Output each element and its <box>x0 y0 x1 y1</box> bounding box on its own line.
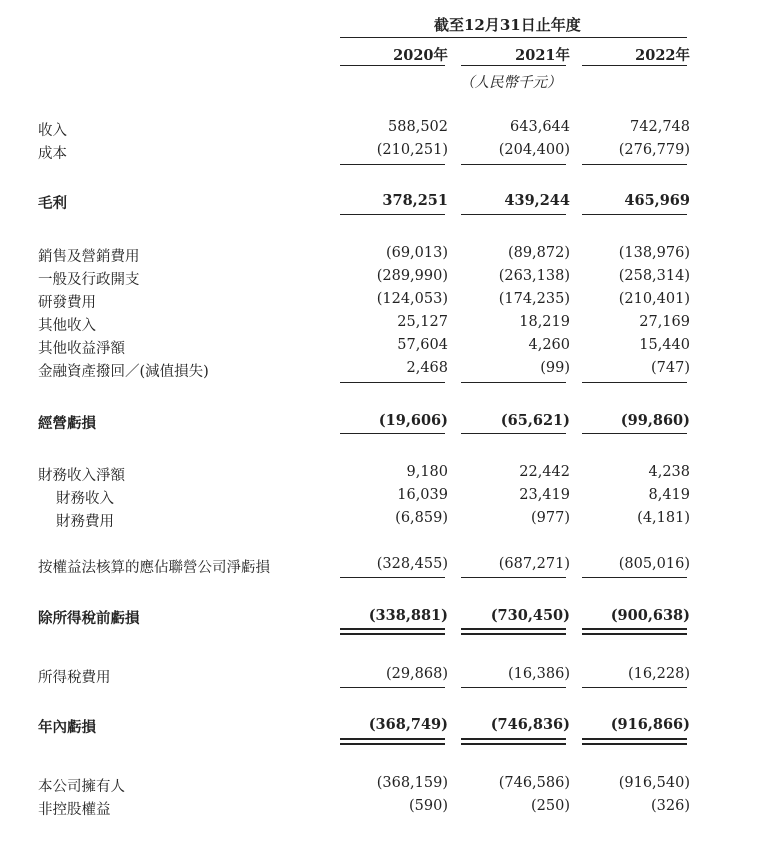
cell: (263,138) <box>498 268 570 284</box>
cell: (687,271) <box>498 556 570 572</box>
cell: (258,314) <box>618 268 690 284</box>
cell: 378,251 <box>382 192 448 209</box>
cell: (747) <box>651 360 690 376</box>
cell: (977) <box>531 510 570 526</box>
cell: 439,244 <box>504 192 570 209</box>
subtotal-rule <box>461 577 566 578</box>
cell: (916,866) <box>610 716 690 733</box>
cell: (326) <box>651 798 690 814</box>
row-label-loss-for-year: 年內虧損 <box>38 719 96 736</box>
subtotal-rule <box>340 382 445 383</box>
cell: 27,169 <box>639 314 690 330</box>
subtotal-rule <box>582 382 687 383</box>
double-rule <box>461 738 566 740</box>
double-rule <box>582 633 687 635</box>
cell: (89,872) <box>507 245 570 261</box>
row-label-owners: 本公司擁有人 <box>38 779 125 795</box>
cell: (16,386) <box>507 666 570 682</box>
row-label-finance-income: 財務收入 <box>56 491 114 507</box>
cell: (368,749) <box>368 716 448 733</box>
cell: 25,127 <box>397 314 448 330</box>
row-label-rnd-expenses: 研發費用 <box>38 295 96 311</box>
row-label-gross-profit: 毛利 <box>38 195 67 212</box>
row-label-income-tax: 所得稅費用 <box>38 670 111 686</box>
double-rule <box>582 743 687 745</box>
cell: 16,039 <box>397 487 448 503</box>
double-rule <box>340 738 445 740</box>
cell: 643,644 <box>510 119 570 135</box>
row-label-admin-expenses: 一般及行政開支 <box>38 272 140 288</box>
cell: 22,442 <box>519 464 570 480</box>
subtotal-rule <box>340 433 445 434</box>
cell: 742,748 <box>630 119 690 135</box>
cell: (900,638) <box>610 607 690 624</box>
row-label-other-income: 其他收入 <box>38 318 96 334</box>
cell: (805,016) <box>618 556 690 572</box>
row-label-selling-expenses: 銷售及營銷費用 <box>38 249 140 265</box>
subtotal-rule <box>582 164 687 165</box>
subtotal-rule <box>340 214 445 215</box>
cell: (174,235) <box>498 291 570 307</box>
cell: (99) <box>540 360 570 376</box>
cell: 4,238 <box>648 464 690 480</box>
cell: (4,181) <box>637 510 690 526</box>
row-label-impairment: 金融資產撥回／(減值損失) <box>38 364 209 380</box>
row-label-loss-before-tax: 除所得稅前虧損 <box>38 610 140 627</box>
cell: (6,859) <box>395 510 448 526</box>
subtotal-rule <box>582 577 687 578</box>
subtotal-rule <box>340 687 445 688</box>
cell: (19,606) <box>378 412 448 429</box>
year-2020: 2020年 <box>393 47 448 64</box>
cell: (590) <box>409 798 448 814</box>
cell: 2,468 <box>406 360 448 376</box>
subtotal-rule <box>461 687 566 688</box>
year-underline <box>340 65 445 66</box>
cell: (916,540) <box>618 775 690 791</box>
header-rule <box>340 37 687 38</box>
subtotal-rule <box>461 382 566 383</box>
cell: 4,260 <box>528 337 570 353</box>
cell: 23,419 <box>519 487 570 503</box>
cell: 15,440 <box>639 337 690 353</box>
double-rule <box>340 743 445 745</box>
year-underline <box>582 65 687 66</box>
cell: (338,881) <box>368 607 448 624</box>
cell: (69,013) <box>385 245 448 261</box>
cell: (730,450) <box>490 607 570 624</box>
cell: (368,159) <box>376 775 448 791</box>
subtotal-rule <box>582 687 687 688</box>
cell: (276,779) <box>618 142 690 158</box>
row-label-revenue: 收入 <box>38 123 67 139</box>
cell: (16,228) <box>627 666 690 682</box>
subtotal-rule <box>582 214 687 215</box>
subtotal-rule <box>582 433 687 434</box>
double-rule <box>461 628 566 630</box>
cell: 18,219 <box>519 314 570 330</box>
year-underline <box>461 65 566 66</box>
row-label-net-finance-income: 財務收入淨額 <box>38 468 125 484</box>
double-rule <box>582 738 687 740</box>
cell: (250) <box>531 798 570 814</box>
cell: 588,502 <box>388 119 448 135</box>
subtotal-rule <box>340 577 445 578</box>
cell: 465,969 <box>624 192 690 209</box>
subtotal-rule <box>461 433 566 434</box>
row-label-share-of-associates: 按權益法核算的應佔聯營公司淨虧損 <box>38 560 270 576</box>
cell: 57,604 <box>397 337 448 353</box>
cell: (99,860) <box>620 412 690 429</box>
cell: (138,976) <box>618 245 690 261</box>
cell: 8,419 <box>648 487 690 503</box>
cell: 9,180 <box>406 464 448 480</box>
cell: (210,401) <box>618 291 690 307</box>
row-label-operating-loss: 經營虧損 <box>38 415 96 432</box>
cell: (328,455) <box>376 556 448 572</box>
row-label-other-gains: 其他收益淨額 <box>38 341 125 357</box>
cell: (289,990) <box>376 268 448 284</box>
subtotal-rule <box>461 164 566 165</box>
double-rule <box>461 743 566 745</box>
cell: (29,868) <box>385 666 448 682</box>
year-2021: 2021年 <box>515 47 570 64</box>
cell: (65,621) <box>500 412 570 429</box>
double-rule <box>340 628 445 630</box>
year-2022: 2022年 <box>635 47 690 64</box>
row-label-non-controlling: 非控股權益 <box>38 802 111 818</box>
cell: (746,586) <box>498 775 570 791</box>
double-rule <box>340 633 445 635</box>
cell: (124,053) <box>376 291 448 307</box>
subtotal-rule <box>340 164 445 165</box>
subtotal-rule <box>461 214 566 215</box>
row-label-finance-costs: 財務費用 <box>56 514 114 530</box>
double-rule <box>582 628 687 630</box>
row-label-cost: 成本 <box>38 146 67 162</box>
double-rule <box>461 633 566 635</box>
cell: (204,400) <box>498 142 570 158</box>
cell: (746,836) <box>490 716 570 733</box>
period-title: 截至12月31日止年度 <box>434 16 581 34</box>
cell: (210,251) <box>376 142 448 158</box>
currency-note: （人民幣千元） <box>460 75 562 91</box>
